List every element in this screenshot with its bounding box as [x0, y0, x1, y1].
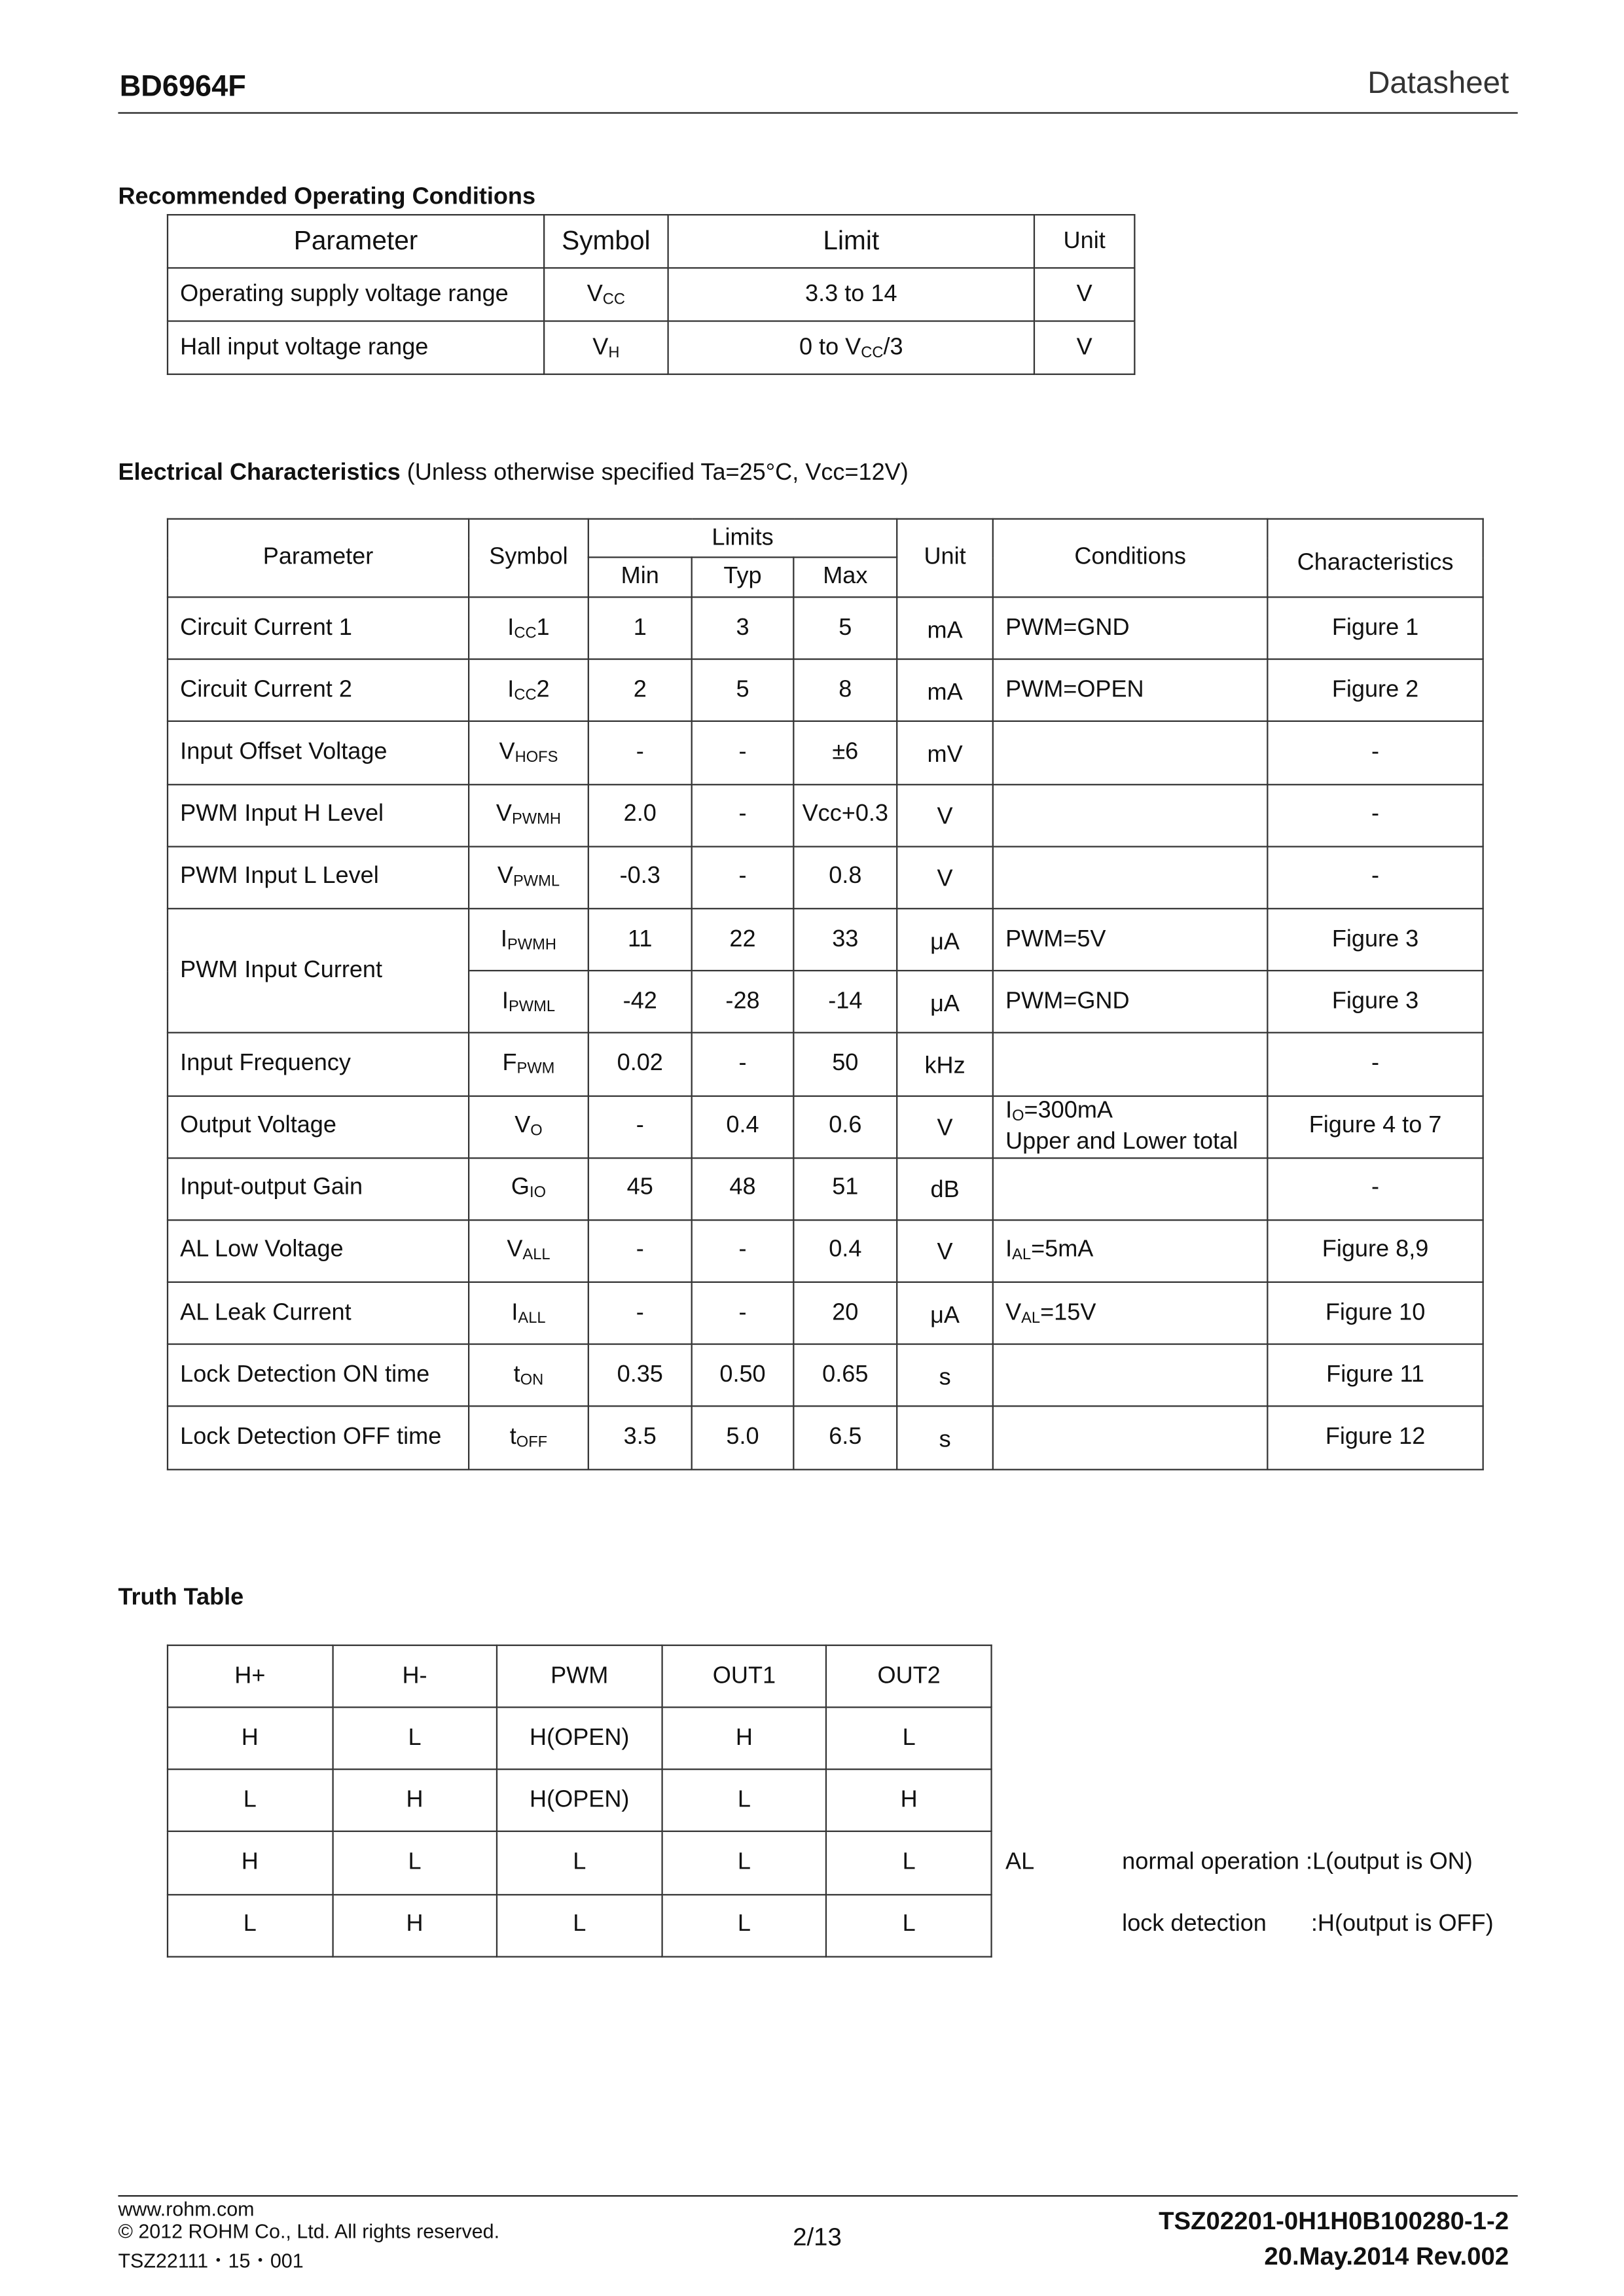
header-limits: Limits	[588, 519, 897, 558]
max-cell: 5	[793, 597, 897, 659]
max-cell: 51	[793, 1158, 897, 1220]
truth-cell: L	[168, 1894, 333, 1956]
parameter-cell: Circuit Current 2	[168, 660, 469, 722]
typ-cell: 3	[692, 597, 794, 659]
max-cell: ±6	[793, 722, 897, 784]
unit-cell: μA	[897, 971, 993, 1033]
truth-cell: L	[168, 1770, 333, 1832]
characteristics-cell: Figure 10	[1267, 1282, 1483, 1344]
page-number: 2/13	[793, 2223, 842, 2251]
symbol-subscript: O	[530, 1122, 543, 1140]
truth-cell: H	[662, 1707, 827, 1769]
condition-main: I	[1005, 1238, 1013, 1263]
symbol-cell	[544, 268, 668, 321]
unit-cell: V	[897, 1096, 993, 1158]
header-symbol: Symbol	[469, 519, 588, 598]
conditions-cell	[993, 846, 1268, 908]
unit-cell: mA	[897, 597, 993, 659]
parameter-cell: Operating supply voltage range	[168, 268, 544, 321]
table-row	[168, 846, 1483, 908]
header-characteristics: Characteristics	[1267, 519, 1483, 598]
unit-cell: s	[897, 1344, 993, 1407]
typ-cell: -	[692, 722, 794, 784]
symbol-cell	[544, 321, 668, 374]
condition-suffix: =5mA	[1031, 1238, 1094, 1263]
min-cell: -	[588, 1096, 692, 1158]
symbol-main: G	[511, 1175, 530, 1201]
symbol-main: I	[501, 988, 509, 1014]
symbol-subscript: IO	[529, 1184, 547, 1202]
symbol-subscript: CC	[514, 624, 537, 642]
truth-cell: L	[662, 1832, 827, 1894]
truth-cell: L	[827, 1707, 992, 1769]
symbol-subscript: CC	[514, 686, 537, 704]
condition-main: PWM=5V	[1005, 926, 1106, 952]
symbol-main: I	[507, 615, 514, 640]
max-cell: Vcc+0.3	[793, 784, 897, 846]
symbol-main: V	[514, 1113, 531, 1139]
truth-cell: H	[333, 1770, 497, 1832]
parameter-cell: Hall input voltage range	[168, 321, 544, 374]
conditions-cell	[993, 1158, 1268, 1220]
truth-cell: L	[662, 1770, 827, 1832]
min-cell: -0.3	[588, 846, 692, 908]
table-row	[168, 1832, 991, 1894]
characteristics-cell: Figure 2	[1267, 660, 1483, 722]
symbol-cell	[469, 1407, 588, 1469]
typ-cell: -	[692, 784, 794, 846]
header-cell: Unit	[1034, 215, 1134, 268]
min-cell: -	[588, 722, 692, 784]
symbol-cell	[469, 722, 588, 784]
table-row	[168, 660, 1483, 722]
header-divider	[118, 112, 1517, 113]
parameter-cell: PWM Input H Level	[168, 784, 469, 846]
truth-cell: H(OPEN)	[497, 1770, 662, 1832]
min-cell: 0.02	[588, 1033, 692, 1095]
max-cell: 0.8	[793, 846, 897, 908]
al-normal-note: normal operation :L(output is ON)	[1122, 1850, 1473, 1875]
unit-cell: μA	[897, 908, 993, 971]
conditions-cell	[993, 908, 1268, 971]
min-cell: 11	[588, 908, 692, 971]
al-lock-note: lock detection	[1122, 1911, 1267, 1937]
table-row	[168, 1096, 1483, 1158]
truth-cell: H	[168, 1707, 333, 1769]
unit-cell: V	[897, 784, 993, 846]
truth-cell: L	[497, 1832, 662, 1894]
table-row	[168, 1282, 1483, 1344]
table-header-row	[168, 1645, 991, 1708]
truth-cell: H	[827, 1770, 992, 1832]
condition-main: PWM=OPEN	[1005, 677, 1144, 703]
header-parameter: Parameter	[168, 519, 469, 598]
symbol-cell	[469, 971, 588, 1033]
limit-subscript: CC	[861, 343, 884, 361]
min-cell: 1	[588, 597, 692, 659]
characteristics-cell: -	[1267, 722, 1483, 784]
symbol-main: V	[497, 864, 513, 889]
header-cell: Parameter	[168, 215, 544, 268]
symbol-subscript: PWMH	[507, 935, 556, 953]
max-cell: 0.6	[793, 1096, 897, 1158]
characteristics-cell: -	[1267, 1158, 1483, 1220]
characteristics-cell: Figure 3	[1267, 971, 1483, 1033]
condition-line2: Upper and Lower total	[1005, 1128, 1238, 1154]
truth-cell: H	[333, 1894, 497, 1956]
symbol-cell	[469, 1344, 588, 1407]
header-cell: OUT2	[827, 1645, 992, 1708]
header-cell: OUT1	[662, 1645, 827, 1708]
doc-number: TSZ02201-0H1H0B100280-1-2	[1159, 2206, 1509, 2235]
typ-cell: 0.4	[692, 1096, 794, 1158]
symbol-subscript: HOFS	[514, 748, 558, 766]
symbol-cell	[469, 660, 588, 722]
condition-subscript: O	[1012, 1106, 1024, 1124]
footer-url[interactable]: www.rohm.com	[118, 2198, 255, 2221]
table-row	[168, 908, 1483, 971]
parameter-cell: Lock Detection ON time	[168, 1344, 469, 1407]
min-cell: 45	[588, 1158, 692, 1220]
typ-cell: -	[692, 846, 794, 908]
conditions-cell	[993, 1407, 1268, 1469]
min-cell: -	[588, 1282, 692, 1344]
typ-cell: 48	[692, 1158, 794, 1220]
truth-table-title: Truth Table	[118, 1585, 244, 1611]
condition-main: V	[1005, 1300, 1022, 1325]
table-row	[168, 1894, 991, 1956]
truth-table	[167, 1645, 992, 1958]
symbol-main: V	[586, 281, 603, 307]
table-row	[168, 1707, 991, 1769]
truth-cell: L	[662, 1894, 827, 1956]
condition-subscript: AL	[1021, 1308, 1041, 1327]
min-cell: 2.0	[588, 784, 692, 846]
truth-cell: L	[497, 1894, 662, 1956]
symbol-main: I	[511, 1300, 518, 1325]
parameter-cell: AL Leak Current	[168, 1282, 469, 1344]
symbol-cell	[469, 784, 588, 846]
symbol-cell	[469, 1220, 588, 1282]
symbol-subscript: PWMH	[511, 810, 561, 829]
unit-cell: mA	[897, 660, 993, 722]
parameter-cell: Input Offset Voltage	[168, 722, 469, 784]
parameter-cell: Input-output Gain	[168, 1158, 469, 1220]
footer-form-code: TSZ22111・15・001	[118, 2250, 304, 2272]
ec-subtitle: (Unless otherwise specified Ta=25°C, Vcc=12V)	[406, 460, 909, 486]
electrical-characteristics-table	[167, 518, 1484, 1470]
symbol-cell	[469, 597, 588, 659]
symbol-cell	[469, 1282, 588, 1344]
characteristics-cell: Figure 8,9	[1267, 1220, 1483, 1282]
header-min: Min	[588, 557, 692, 597]
footer-copyright: © 2012 ROHM Co., Ltd. All rights reserved.	[118, 2220, 500, 2243]
conditions-cell	[993, 1220, 1268, 1282]
symbol-main: t	[509, 1424, 516, 1450]
table-row	[168, 1033, 1483, 1095]
symbol-suffix: 1	[536, 615, 550, 640]
date-revision: 20.May.2014 Rev.002	[1264, 2242, 1509, 2270]
symbol-subscript: OFF	[516, 1433, 548, 1452]
header-cell: H-	[333, 1645, 497, 1708]
conditions-cell	[993, 597, 1268, 659]
parameter-cell: PWM Input L Level	[168, 846, 469, 908]
header-cell: PWM	[497, 1645, 662, 1708]
condition-main: PWM=GND	[1005, 988, 1130, 1014]
symbol-main: V	[499, 739, 515, 765]
typ-cell: 22	[692, 908, 794, 971]
typ-cell: -	[692, 1033, 794, 1095]
conditions-cell	[993, 1344, 1268, 1407]
unit-cell: V	[1034, 268, 1134, 321]
symbol-subscript: ALL	[522, 1246, 550, 1265]
symbol-main: V	[592, 334, 609, 360]
table-row	[168, 1220, 1483, 1282]
characteristics-cell: -	[1267, 1033, 1483, 1095]
unit-cell: dB	[897, 1158, 993, 1220]
max-cell: 33	[793, 908, 897, 971]
min-cell: 2	[588, 660, 692, 722]
symbol-subscript: H	[608, 343, 620, 361]
typ-cell: -28	[692, 971, 794, 1033]
table-row	[168, 1158, 1483, 1220]
limit-cell	[668, 268, 1034, 321]
unit-cell: μA	[897, 1282, 993, 1344]
header-cell: Limit	[668, 215, 1034, 268]
header-cell: H+	[168, 1645, 333, 1708]
conditions-cell	[993, 784, 1268, 846]
parameter-cell: Input Frequency	[168, 1033, 469, 1095]
parameter-cell: PWM Input Current	[168, 908, 469, 1033]
parameter-cell: AL Low Voltage	[168, 1220, 469, 1282]
conditions-cell	[993, 1096, 1268, 1158]
condition-subscript: AL	[1012, 1246, 1032, 1265]
max-cell: 50	[793, 1033, 897, 1095]
limit-cell	[668, 321, 1034, 374]
table-row	[168, 597, 1483, 659]
symbol-cell	[469, 846, 588, 908]
typ-cell: 5	[692, 660, 794, 722]
header-cell: Symbol	[544, 215, 668, 268]
condition-suffix: =300mA	[1024, 1098, 1113, 1123]
roc-title: Recommended Operating Conditions	[118, 184, 536, 210]
al-lock-state: :H(output is OFF)	[1310, 1911, 1494, 1937]
footer-divider	[118, 2195, 1517, 2197]
max-cell: 6.5	[793, 1407, 897, 1469]
truth-cell: L	[827, 1832, 992, 1894]
min-cell: -	[588, 1220, 692, 1282]
ec-title: Electrical Characteristics	[118, 460, 401, 486]
recommended-operating-conditions-table	[167, 214, 1136, 375]
unit-cell: V	[897, 1220, 993, 1282]
typ-cell: -	[692, 1282, 794, 1344]
characteristics-cell: Figure 11	[1267, 1344, 1483, 1407]
symbol-subscript: ON	[520, 1371, 544, 1390]
header-max: Max	[793, 557, 897, 597]
header-typ: Typ	[692, 557, 794, 597]
min-cell: 3.5	[588, 1407, 692, 1469]
truth-cell: L	[333, 1707, 497, 1769]
parameter-cell: Output Voltage	[168, 1096, 469, 1158]
symbol-main: I	[500, 926, 507, 952]
truth-cell: H(OPEN)	[497, 1707, 662, 1769]
ec-title-line	[118, 461, 908, 488]
max-cell: 20	[793, 1282, 897, 1344]
conditions-cell	[993, 722, 1268, 784]
characteristics-cell: Figure 1	[1267, 597, 1483, 659]
unit-cell: s	[897, 1407, 993, 1469]
min-cell: -42	[588, 971, 692, 1033]
truth-cell: H	[168, 1832, 333, 1894]
characteristics-cell: -	[1267, 846, 1483, 908]
symbol-subscript: CC	[602, 290, 626, 308]
typ-cell: 0.50	[692, 1344, 794, 1407]
truth-cell: L	[827, 1894, 992, 1956]
table-row	[168, 321, 1134, 374]
characteristics-cell: Figure 12	[1267, 1407, 1483, 1469]
al-label: AL	[1005, 1850, 1035, 1875]
header-conditions: Conditions	[993, 519, 1268, 598]
conditions-cell	[993, 1282, 1268, 1344]
symbol-subscript: PWML	[513, 872, 560, 891]
parameter-cell: Lock Detection OFF time	[168, 1407, 469, 1469]
symbol-cell	[469, 1158, 588, 1220]
conditions-cell	[993, 971, 1268, 1033]
min-cell: 0.35	[588, 1344, 692, 1407]
max-cell: -14	[793, 971, 897, 1033]
conditions-cell	[993, 660, 1268, 722]
unit-cell: V	[1034, 321, 1134, 374]
max-cell: 0.65	[793, 1344, 897, 1407]
parameter-cell: Circuit Current 1	[168, 597, 469, 659]
truth-cell: L	[333, 1832, 497, 1894]
typ-cell: 5.0	[692, 1407, 794, 1469]
symbol-suffix: 2	[536, 677, 550, 703]
characteristics-cell: Figure 4 to 7	[1267, 1096, 1483, 1158]
condition-main: I	[1005, 1098, 1013, 1123]
symbol-cell	[469, 908, 588, 971]
characteristics-cell: Figure 3	[1267, 908, 1483, 971]
condition-suffix: =15V	[1040, 1300, 1096, 1325]
symbol-subscript: ALL	[518, 1308, 546, 1327]
table-row	[168, 268, 1134, 321]
condition-main: PWM=GND	[1005, 615, 1130, 640]
header-unit: Unit	[897, 519, 993, 598]
limit-text: 3.3 to 14	[805, 281, 897, 307]
limit-suffix: /3	[883, 334, 903, 360]
table-row	[168, 784, 1483, 846]
symbol-main: V	[496, 802, 512, 827]
table-row	[168, 1407, 1483, 1469]
max-cell: 0.4	[793, 1220, 897, 1282]
part-number: BD6964F	[119, 71, 246, 103]
max-cell: 8	[793, 660, 897, 722]
doc-type: Datasheet	[1367, 66, 1509, 101]
characteristics-cell: -	[1267, 784, 1483, 846]
unit-cell: mV	[897, 722, 993, 784]
limit-text: 0 to V	[799, 334, 861, 360]
table-row	[168, 722, 1483, 784]
unit-cell: kHz	[897, 1033, 993, 1095]
table-row	[168, 1770, 991, 1832]
typ-cell: -	[692, 1220, 794, 1282]
conditions-cell	[993, 1033, 1268, 1095]
table-row	[168, 1344, 1483, 1407]
symbol-cell	[469, 1096, 588, 1158]
symbol-main: t	[513, 1362, 520, 1388]
symbol-subscript: PWM	[516, 1060, 555, 1078]
table-header-row	[168, 215, 1134, 268]
symbol-subscript: PWML	[508, 997, 555, 1016]
symbol-main: F	[502, 1050, 517, 1077]
table-header-row	[168, 519, 1483, 558]
symbol-cell	[469, 1033, 588, 1095]
symbol-main: V	[507, 1238, 523, 1263]
symbol-main: I	[507, 677, 514, 703]
unit-cell: V	[897, 846, 993, 908]
